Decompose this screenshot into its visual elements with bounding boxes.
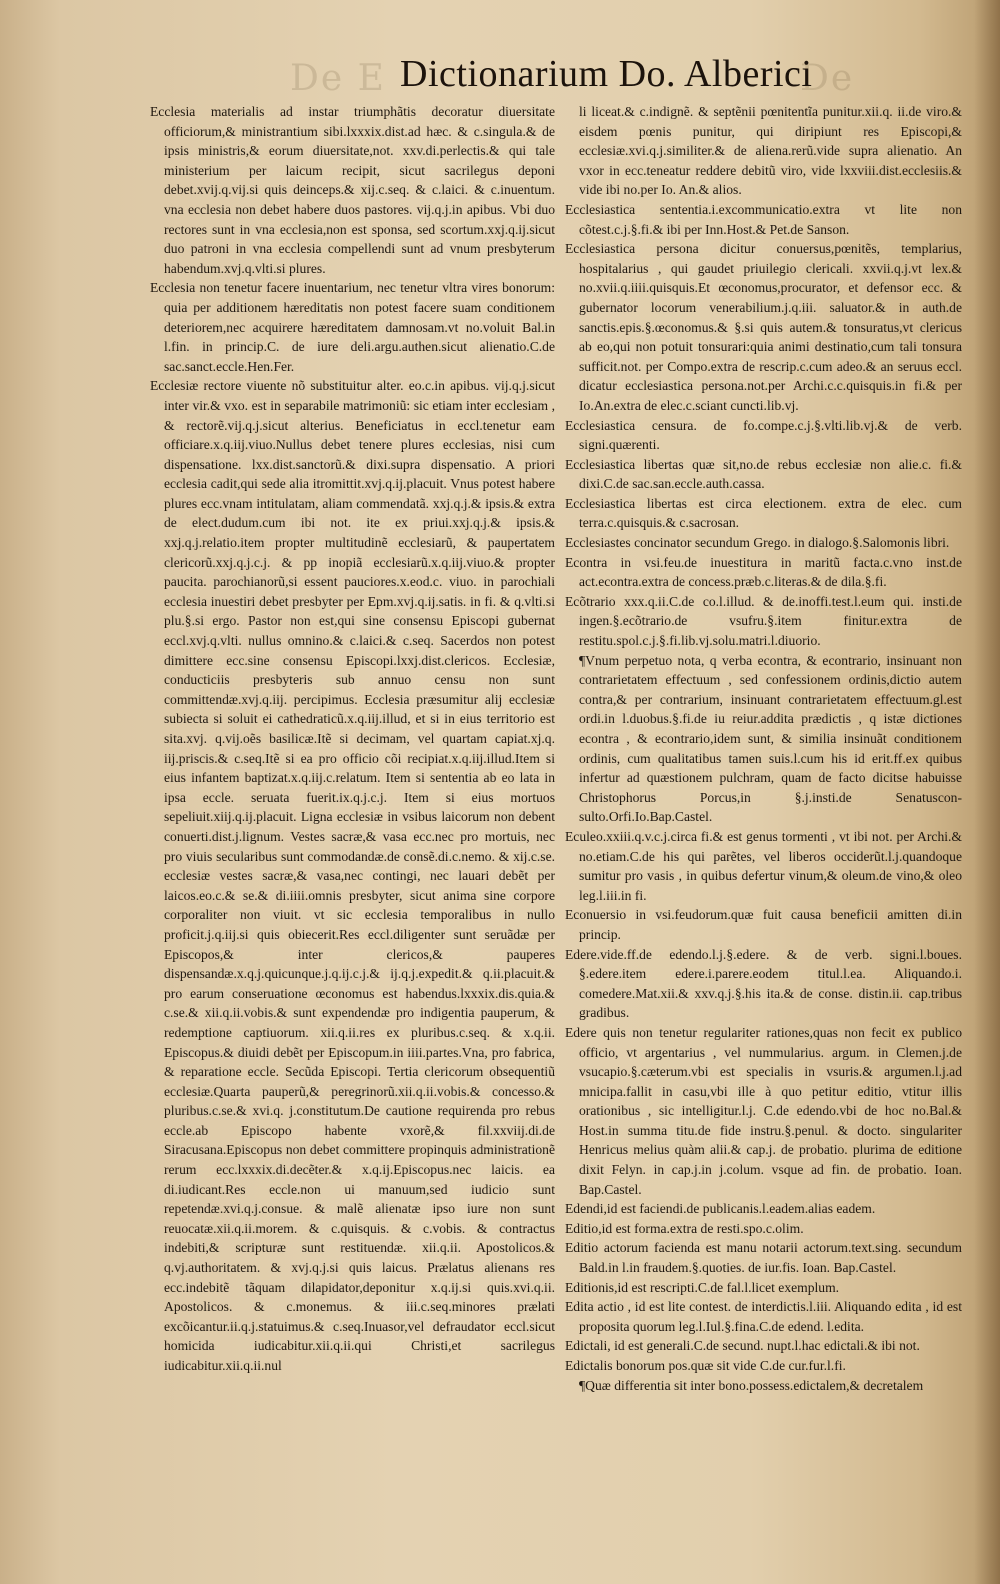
- dictionary-entry: Editio actorum facienda est manu notarii actorum.text.sing. secundum Bald.in l.in fraudem.§.quoties. de iur.fis. Ioan. Bap.Castel.: [565, 1240, 962, 1276]
- left-column: [150, 102, 555, 1376]
- dictionary-entry: Edendi,id est faciendi.de publicanis.l.eadem.alias eadem.: [565, 1201, 876, 1217]
- show-through-text-left: De E: [290, 58, 386, 99]
- dictionary-entry: Ecclesiæ rectore viuente nõ substituitur alter. eo.c.in apibus. vij.q.j.sicut inter vir.& vxo. est in separabile matrimoniũ: sic etiam inter ecclesiam , & rectorẽ.vij.q.j.sicut alterius. Beneficiatus in eccl.tenetur eam officiare.x.q.iij.viuo.Nullus debet tenere plures ecclesias, nisi cum dispensatione. lxx.dist.sanctorũ.& dixi.supra dispensatio. A priori ecclesia cadit,qui sede alia itromittit.xvj.q.ij.placuit. Vnus potest habere plures ecc.vnam intitulatam, aliam commendatã. xxj.q.j.& ipsis.& extra de elect.dudum.cum ibi not. ite ex priui.xxj.q.j.& ipsis.& xxj.q.j.relatio.item propter multitudinẽ ecclesiarũ, & paupertatem clericorũ.xxj.q.j.c.j. & pp inopiã ecclesiarũ.x.q.iij.viuo.& propter paucita. parochianorũ,si essent pauciores.x.eod.c. viuo. in parochiali ecclesia inuestiri debet presbyter per Epm.xvj.q.ij.satis. in fi. & q.vlti.si plu.§.si ergo. Pastor non est,qui sine consensu Episcopi gubernat eccl.xvj.q.vlti. nullus omnino.& c.laici.& c.seq. Sacerdos non potest dimittere ecc.sine consensu Episcopi.lxxj.dist.clericos. Ecclesiæ, conducticiis presbyteris sub annuo censu non sunt committendæ.xvj.q.iij. percipimus. Ecclesia præsumitur alij ecclesiæ subiecta si soluit ei cathedraticũ.x.q.iij.illud, et si in eius territorio est sita.xvj. q.vij.oẽs basilicæ.Itẽ si decimam, vel quartam capiat.xj.q. iij.priscis.& c.seq.Itẽ si ea pro officio cõi recipiat.x.q.iij.illud.Item si eius infantem baptizat.x.q.iij.c.relatum. Item si sententia ab eo lata in ipsa eccle. seruata fuerit.ix.q.j.c.j. Item si eius mortuos sepeliuit.xiij.q.ij.placuit. Ligna ecclesiæ in vsibus laicorum non debent conuerti.dist.j.lignum. Vestes sacræ,& vasa ecc.nec pro mortuis, nec pro viuis secularibus sunt commodandæ.de consẽ.di.c.nemo. & xij.c.se. ecclesiæ vestes sacræ,& vasa,nec contingi, nec lauari debẽt per laicos.eo.c.& se.& di.iiii.omnis presbyter, sicut anima sine corpore corporaliter non viuit. vt sic ecclesia temporalibus in nullo proficit.j.q.iij.si quis obiecerit.Res eccl.diligenter sunt seruãdæ per Episcopos,& inter clericos,& pauperes dispensandæ.x.q.j.quicunque.j.q.ij.c.j.& ij.q.j.expedit.& q.ii.placuit.& pro earum conseruatione œconomus est habendus.lxxxix.dis.quia.& c.se.& xii.q.ii.vobis.& sunt expendendæ pro indigentia pauperum, & redemptione captiuorum. xii.q.ii.res ex pluribus.c.seq. & x.q.ii. Episcopus.& diuidi debẽt per Episcopum.in iiii.partes.Vna, pro fabrica, & reparatione eccle. Secũda Episcopi. Tertia clericorum obsequentiũ ecclesiæ.Quarta pauperũ,& peregrinorũ.xii.q.ii.vobis.& concesso.& pluribus.c.se.& xvi.q. j.constitutum.De cautione requirenda pro rebus eccle.ab Episcopo habente vxorẽ,& fil.xxviij.di.de Siracusana.Episcopus non debet committere propinquis administrationẽ rerum ecc.lxxxix.di.decẽter.& x.q.ij.Episcopus.nec laicis. ea di.iudicant.Res eccle.non ui manuum,sed iudicio sunt repetendæ.xvi.q.j.consue. & malẽ alienatæ ipso iure non sunt reuocatæ.xii.q.ii.morem. & c.quisquis. & c.vobis. & contractus indebiti,& scripturæ sunt restituendæ. xii.q.ii. Apostolicos.& q.vj.authoritatem. & xvj.q.j.si quis laicus. Prælatus alienans res ecc.indebitẽ tãquam dilapidator,deponitur x.q.ij.si quis.xvi.q.ii. Apostolicos. & c.monemus. & iii.c.seq.minores prælati excõicantur.ii.q.j.statuimus.& c.seq.Inuasor,vel defraudator eccl.sicut homicida iudicabitur.xii.q.ii.qui Christi,et sacrilegus iudicabitur.xii.q.ii.nul: [150, 378, 555, 1373]
- dictionary-entry: Ecclesiastica persona dicitur conuersus,pœnitẽs, templarius, hospitalarius , qui gaudet priuilegio clericali. xxvii.q.j.vt lex.& no.xvii.q.iiii.quisquis.Et œconomus,procurator, et defensor ecc. & gubernator locorum venerabilium.j.q.iii. saluator.& in auth.de sanctis.epis.§.œconomus.& §.si quis autem.& tonsuratus,vt clericus ab eo,qui non potuit tonsurari:quia animi destinatio,cum tali tonsura sufficit.not. per Compo.extra de rescrip.c.cum adeo.& an seruus eccl. dicatur ecclesiastica persona.not.per Archi.c.c.quisquis.in fi.& per Io.An.extra de elec.c.sciant cuncti.lib.vj.: [565, 241, 962, 413]
- right-column: [565, 102, 962, 1395]
- dictionary-entry: ¶Quæ differentia sit inter bono.possess.edictalem,& decretalem: [579, 1377, 924, 1393]
- dictionary-entry: Editionis,id est rescripti.C.de fal.l.licet exemplum.: [565, 1279, 840, 1295]
- dictionary-entry: Eculeo.xxiii.q.v.c.j.circa fi.& est genus tormenti , vt ibi not. per Archi.& no.etiam.C.de his qui parẽtes, vel liberos occiderũt.l.j.quandoque sumitur pro vasis , in quibus defertur vinum,& oleum.de vino,& oleo leg.l.iii.in fi.: [565, 828, 962, 903]
- dictionary-entry: Econtra in vsi.feu.de inuestitura in maritũ facta.c.vno inst.de act.econtra.extra de concess.præb.c.literas.& de dila.§.fi.: [565, 554, 962, 590]
- dictionary-entry: ¶Vnum perpetuo nota, q verba econtra, & econtrario, insinuant non contrarietatem effectuum , sed confessionem ordinis,dictio autem contra,& per contrarium, insinuant contrarietatem effectuum.gl.est ordi.in l.duobus.§.fi.de iu reiur.addita prædictis , q istæ dictiones econtra , & econtrario,idem sunt, & similia insinuãt conditionem ordinis, cum qualitatibus tamen suis.l.cum his id erit.ff.ex quibus infertur ad quæstionem pulchram, quam de facto dicitse habuisse Christophorus Porcus,in §.j.insti.de Senatuscon-sulto.Orfi.Io.Bap.Castel.: [579, 652, 962, 825]
- dictionary-entry: Ecclesia materialis ad instar triumphãtis decoratur diuersitate officiorum,& ministrantium sibi.lxxxix.dist.ad hæc. & c.singula.& de ipsis ministris,& eorum diuersitate,not. xxv.di.perlectis.& qui tale ministerium per laicum recipit, sicut sacrilegus deponi debet.xvij.q.vij.si quis deinceps.& xij.c.seq. & c.laici. & c.inuentum. vna ecclesia non debet habere duos pastores. vij.q.j.in apibus. Vbi duo rectores sunt in vna ecclesia,non est sponsa, sed scortum.xxj.q.ij.sicut duo patroni in vna ecclesia compellendi sunt ad vnum presbyterum habendum.xvj.q.vlti.si plures.: [150, 104, 555, 276]
- dictionary-entry: Ecõtrario xxx.q.ii.C.de co.l.illud. & de.inoffi.test.l.eum qui. insti.de ingen.§.ecõtrario.de vsufru.§.item finitur.extra de restitu.spol.c.j.§.fi.lib.vj.solu.matri.l.diuorio.: [565, 593, 962, 649]
- dictionary-entry: Ecclesiastica sententia.i.excommunicatio.extra vt lite non cõtest.c.j.§.fi.& ibi per Inn.Host.& Pet.de Sanson.: [565, 201, 962, 237]
- dictionary-entry: li liceat.& c.indignẽ. & septẽnii pœnitentĩa punitur.xii.q. ii.de viro.& eisdem pœnis punitur, qui diripiunt res Episcopi,& ecclesiæ.xvi.q.j.similiter.& de aliena.rerũ.vide supra alienatio. An vxor in ecc.teneatur reddere debitũ viro, vide lxxviii.dist.ecclesiis.& vide ibi no.per Io. An.& alios.: [579, 104, 962, 198]
- dictionary-entry: Edictali, id est generali.C.de secund. nupt.l.hac edictali.& ibi not.: [565, 1338, 920, 1354]
- dictionary-entry: Ecclesiastica libertas est circa electionem. extra de elec. cum terra.c.quisquis.& c.sacrosan.: [565, 495, 962, 531]
- dictionary-entry: Edictalis bonorum pos.quæ sit vide C.de cur.fur.l.fi.: [565, 1358, 846, 1373]
- dictionary-entry: Edita actio , id est lite contest. de interdictis.l.iii. Aliquando edita , id est proposita quorum leg.l.Iul.§.fina.C.de edend. l.edita.: [565, 1299, 962, 1334]
- dictionary-entry: Ecclesiastica censura. de fo.compe.c.j.§.vlti.lib.vj.& de verb. signi.quærenti.: [565, 417, 962, 453]
- show-through-text-right: De: [800, 58, 855, 99]
- dictionary-entry: Ecclesia non tenetur facere inuentarium, nec tenetur vltra vires bonorum: quia per additionem hæreditatis non potest facere suam conditionem deteriorem,nec acquirere hæreditatem damnosam.vt no.voluit Bal.in l.fin. in princip.C. de iure deli.argu.authen.sicut alienatio.C.de sac.sanct.eccle.Hen.Fer.: [150, 280, 555, 374]
- dictionary-entry: Editio,id est forma.extra de resti.spo.c.olim.: [565, 1220, 804, 1236]
- page-edge-shadow: [974, 0, 1000, 1584]
- dictionary-entry: Econuersio in vsi.feudorum.quæ fuit causa beneficii amitten di.in princip.: [565, 907, 962, 942]
- dictionary-entry: Edere.vide.ff.de edendo.l.j.§.edere. & de verb. signi.l.boues. §.edere.item edere.i.parere.eodem titul.l.ea. Aliquando.i. comedere.Mat.xii.& xxv.q.j.§.his ita.& de conse. distin.ii. cap.tribus gradibus.: [565, 946, 962, 1021]
- running-title: Dictionarium Do. Alberici: [400, 53, 813, 95]
- dictionary-entry: Ecclesiastica libertas quæ sit,no.de rebus ecclesiæ non alie.c. fi.& dixi.C.de sac.san.eccle.auth.cassa.: [565, 456, 962, 492]
- dictionary-entry: Ecclesiastes concinator secundum Grego. in dialogo.§.Salomonis libri.: [565, 535, 950, 551]
- dictionary-entry: Edere quis non tenetur regulariter rationes,quas non fecit ex publico officio, vt argentarius , vel nummularius. argum. in Clemen.j.de vsucapio.§.cæterum.vbi est specialis in vsuris.& argumen.l.j.ad mnicipa.fallit in casu,vbi ille à quo petitur editio, vtitur illis orationibus , sic intelligitur.l.j. C.de edendo.vbi de hoc no.Bal.& Host.in summa titu.de fide instru.§.penul. & docto. singulariter Henricus melius quàm alii.& cap.j. de probatio. plurima de editione dixit Felyn. in cap.j.in j.colum. vsque ad fin. de probatio. Ioan. Bap.Castel.: [565, 1024, 962, 1197]
